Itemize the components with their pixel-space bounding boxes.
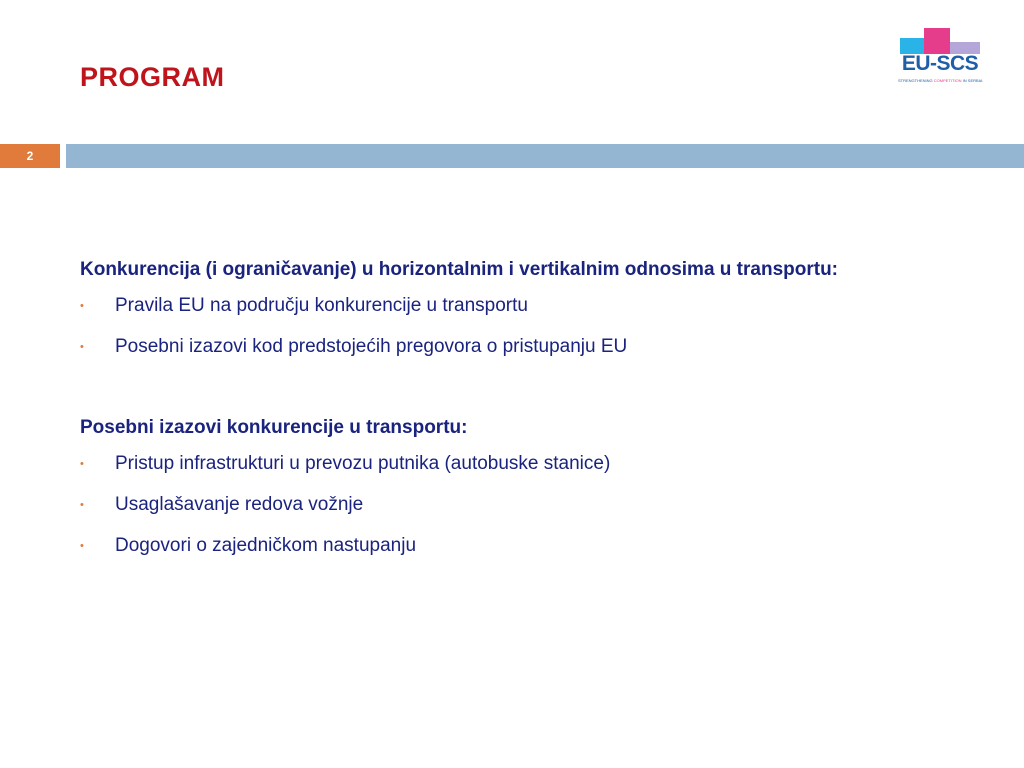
list-item xyxy=(80,489,1000,530)
logo-tagline xyxy=(898,78,982,83)
logo-tagline-highlight: COMPETITION xyxy=(933,78,962,83)
eu-scs-logo xyxy=(898,28,982,86)
list-item xyxy=(80,331,1000,372)
bullet-icon: • xyxy=(80,300,84,312)
section-list-1 xyxy=(80,290,1000,372)
list-item xyxy=(80,530,1000,571)
section-heading-1: Konkurencija (i ograničavanje) u horizontalnim i vertikalnim odnosima u transportu: xyxy=(80,259,839,280)
list-item-text: Posebni izazovi kod predstojećih pregovora o pristupanju EU xyxy=(115,336,628,357)
list-item xyxy=(80,290,1000,331)
list-item-text: Usaglašavanje redova vožnje xyxy=(115,494,364,515)
section-list-2 xyxy=(80,448,1000,571)
section-spacer xyxy=(80,372,1000,412)
list-item-text: Pristup infrastrukturi u prevozu putnika (autobuske stanice) xyxy=(115,453,611,474)
page-number: 2 xyxy=(0,144,60,168)
bullet-icon: • xyxy=(80,499,84,511)
slide-title: PROGRAM xyxy=(80,62,225,92)
header-band xyxy=(66,144,1024,168)
logo-tagline-prefix: STRENGTHENING xyxy=(898,78,934,83)
list-item-text: Pravila EU na području konkurencije u transportu xyxy=(115,295,528,316)
logo-tagline-suffix: IN SERBIA xyxy=(961,78,983,83)
bullet-icon: • xyxy=(80,341,84,353)
slide-content xyxy=(80,254,1000,571)
logo-pink-square xyxy=(924,28,950,54)
section-heading-2: Posebni izazovi konkurencije u transportu: xyxy=(80,417,468,438)
logo-text: EU-SCS xyxy=(901,52,979,75)
bullet-icon: • xyxy=(80,458,84,470)
bullet-icon: • xyxy=(80,540,84,552)
list-item-text: Dogovori o zajedničkom nastupanju xyxy=(115,535,417,556)
list-item xyxy=(80,448,1000,489)
